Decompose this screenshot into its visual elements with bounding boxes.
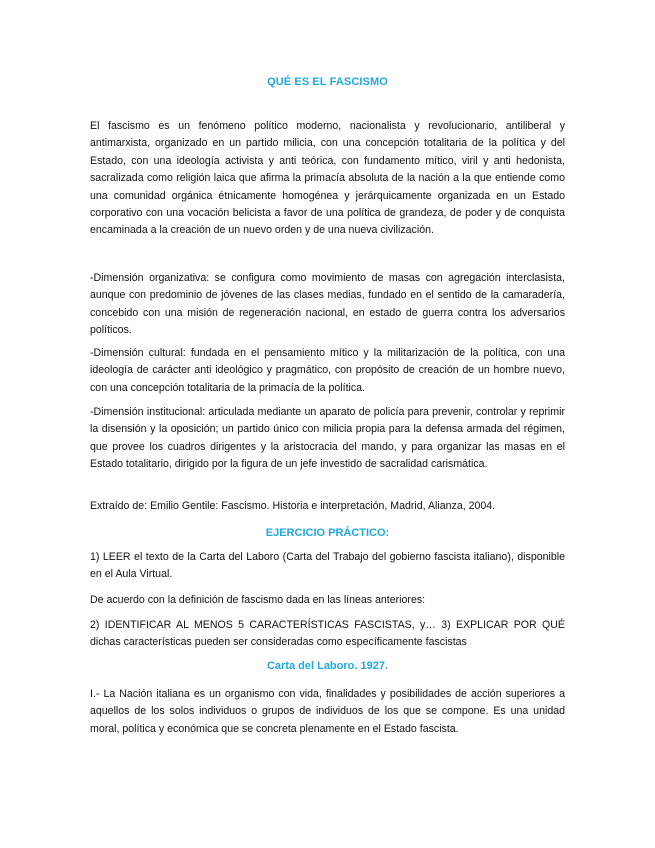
exercise-step-1: 1) LEER el texto de la Carta del Laboro (Carta del Trabajo del gobierno fascista italiano), disponible en el Aula Virtual. [90,551,565,581]
cultural-dimension-paragraph: -Dimensión cultural: fundada en el pensamiento mítico y la militarización de la política, con una ideología de carácter anti ideológico y pragmático, con propósito de creación de un hombre nuevo, con una concepción totalitaria de la primacía de la política. [90,347,565,394]
exercise-step-2-3: 2) IDENTIFICAR AL MENOS 5 CARACTERÍSTICAS FASCISTAS, y… 3) EXPLICAR POR QUÉ dichas características pueden ser consideradas como específicamente fascistas [90,619,565,649]
carta-article-i: I.- La Nación italiana es un organismo con vida, finalidades y posibilidades de acción superiores a aquellos de los solos individuos o grupos de individuos de los que se compone. Es una unidad moral, política y económica que se concreta plenamente en el Estado fascista. [90,688,565,735]
document-title: QUÉ ES EL FASCISMO [267,76,388,88]
exercise-intro: De acuerdo con la definición de fascismo dada en las líneas anteriores: [90,594,426,606]
organizational-dimension-paragraph: -Dimensión organizativa: se configura como movimiento de masas con agregación interclasista, aunque con predominio de jóvenes de las clases medias, fundado en el sentido de la camaradería, concebido con una misión de regeneración nacional, en estado de guerra contra los adversarios políticos. [90,272,565,337]
source-citation: Extraído de: Emilio Gentile: Fascismo. Historia e interpretación, Madrid, Alianza, 2004. [90,500,496,512]
institutional-dimension-paragraph: -Dimensión institucional: articulada mediante un aparato de policía para prevenir, controlar y reprimir la disensión y la oposición; un partido único con milicia propia para la defensa armada del régimen, que provee los cuadros dirigentes y la aristocracia del mando, y para organizar las masas en el Estado totalitario, dirigido por la figura de un jefe investido de sacralidad carismática. [90,406,565,471]
intro-paragraph: El fascismo es un fenómeno político moderno, nacionalista y revolucionario, antiliberal y antimarxista, organizado en un partido milicia, con una concepción totalitaria de la política y del Estado, con una ideología activista y anti teórica, con fundamento mítico, viril y anti hedonista, sacralizada como religión laica que afirma la primacía absoluta de la nación a la que entiende como una comunidad orgánica étnicamente homogénea y jerárquicamente organizada en un Estado corporativo con una vocación belicista a favor de una política de grandeza, de poder y de conquista encaminada a la creación de un nuevo orden y de una nueva civilización. [90,120,565,237]
carta-heading: Carta del Laboro. 1927. [266,660,389,672]
exercise-heading: EJERCICIO PRÁCTICO: [265,527,390,539]
